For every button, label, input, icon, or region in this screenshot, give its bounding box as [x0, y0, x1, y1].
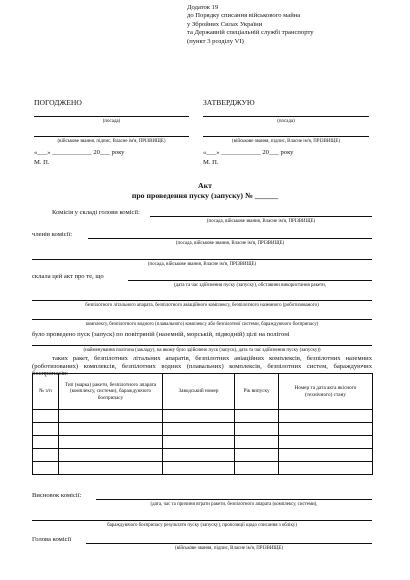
- systems-table: [32, 373, 373, 475]
- complex-line: [32, 319, 372, 320]
- approved-position-caption: (посада): [277, 119, 295, 124]
- table-header-cell: № з/п: [33, 374, 59, 410]
- act-statement-line: [128, 280, 372, 281]
- act-title: Акт: [198, 181, 212, 190]
- approved-position-line: [203, 116, 369, 117]
- conclusion-label: Висновок комісії:: [32, 492, 82, 499]
- act-statement-caption: (дата та час здійснення пуску (запуску), обставини використання ракети,: [174, 283, 326, 288]
- header-line: та Державній спеціальній службі транспорту: [187, 29, 314, 37]
- conclusion-caption: (дата, час та причини втрати ракети, безпілотного апарата (комплексу, системи),: [150, 502, 318, 507]
- table-cell[interactable]: [279, 436, 373, 449]
- table-cell[interactable]: [33, 449, 59, 462]
- table-header-cell: Номер та дата акта якісного (технічного) стану: [279, 374, 373, 410]
- table-cell[interactable]: [33, 423, 59, 436]
- table-cell[interactable]: [163, 449, 235, 462]
- members-line-2: [32, 259, 372, 260]
- table-cell[interactable]: [33, 410, 59, 423]
- table-cell[interactable]: [59, 410, 163, 423]
- table-cell[interactable]: [163, 410, 235, 423]
- agreed-date: «___» ____________ 20___ року: [34, 149, 125, 156]
- table-cell[interactable]: [235, 449, 279, 462]
- table-cell[interactable]: [163, 462, 235, 475]
- table-row: [33, 436, 373, 449]
- members-caption: (посада, військове звання, Власне ім'я, ПРІЗВИЩЕ): [175, 241, 285, 246]
- launch-text: було проведено пуск (запуск) по повітряній (наземній, морській, підводній) цілі на полігоні: [32, 331, 290, 338]
- table-cell[interactable]: [33, 462, 59, 475]
- table-cell[interactable]: [235, 436, 279, 449]
- agreed-rank-line: [34, 136, 189, 137]
- table-cell[interactable]: [59, 462, 163, 475]
- table-cell[interactable]: [279, 423, 373, 436]
- commission-head-label: Комісія у складі голови комісії:: [52, 209, 140, 216]
- header-line: Додаток 19: [187, 4, 219, 11]
- members-caption-2: (посада, військове звання, Власне ім'я, ПРІЗВИЩЕ): [147, 262, 257, 267]
- systems-paragraph: таких ракет, безпілотних літальних апаратів, безпілотних авіаційних комплексів, безпілотних наземних (роботизованих) комплексів, безпілотних водних (плавальних) комплексів, безпілотних систем, бараждуючих боєприпасів:: [32, 355, 372, 378]
- act-subtitle: про проведення пуску (запуску) № ______: [131, 191, 279, 200]
- commission-head-caption: (посада, військове звання, Власне ім'я, ПРІЗВИЩЕ): [206, 219, 316, 224]
- appendix-header: [187, 4, 314, 46]
- table-header-cell: Заводський номер: [163, 374, 235, 410]
- agreed-label: ПОГОДЖЕНО: [34, 98, 82, 107]
- table-cell[interactable]: [59, 436, 163, 449]
- table-cell[interactable]: [33, 436, 59, 449]
- header-line: у Збройних Силах України: [187, 20, 263, 28]
- table-row: [33, 410, 373, 423]
- header-line: до Порядку списання військового майна: [187, 12, 301, 20]
- approved-seal: М. П.: [203, 159, 219, 166]
- table-header-row: [33, 374, 373, 410]
- approved-rank-caption: (військове звання, підпис, Власне ім'я, ПРІЗВИЩЕ): [232, 139, 340, 144]
- agreed-position-caption: (посада): [102, 119, 121, 124]
- conclusion-caption-2: бараждуючого боєприпасу результати пуску (запуску), пропозиції щодо списання з обліку): [107, 523, 297, 528]
- table-row: [33, 462, 373, 475]
- complex-caption: комплексу, безпілотного водного (плавального) комплексу або безпілотної системи, бараждуючого боєприпасу): [85, 322, 319, 327]
- signature-head-label: Голова комісії: [32, 536, 72, 543]
- table-header-cell: Тип (марка) ракети, безпілотного апарата (комплексу, системи), бараждуючого боєприпасу: [59, 374, 163, 410]
- agreed-seal: М. П.: [34, 159, 50, 166]
- uav-caption: безпілотного літального апарата, безпілотного авіаційного комплексу, безпілотного наземного (роботизованого): [85, 303, 319, 308]
- agreed-rank-caption: (військове звання, підпис, Власне ім'я, ПРІЗВИЩЕ): [57, 139, 166, 144]
- signature-line: [86, 543, 372, 544]
- conclusion-line: [96, 499, 372, 500]
- table-cell[interactable]: [235, 410, 279, 423]
- approved-rank-line: [203, 136, 369, 137]
- act-statement-label: склала цей акт про те, що: [32, 273, 104, 280]
- signature-caption: (військове звання, підпис, Власне ім'я, ПРІЗВИЩЕ): [175, 546, 283, 551]
- table-cell[interactable]: [279, 410, 373, 423]
- table-cell[interactable]: [235, 462, 279, 475]
- uav-line: [32, 300, 372, 301]
- table-cell[interactable]: [59, 423, 163, 436]
- table-cell[interactable]: [235, 423, 279, 436]
- members-label: членів комісії:: [32, 231, 73, 238]
- approved-label: ЗАТВЕРДЖУЮ: [203, 98, 255, 107]
- table-row: [33, 423, 373, 436]
- polygon-caption: (найменування полігона (закладу), на якому було здійснено пуск (запуск), дата та час здійснення пуску (запуску)): [83, 348, 321, 353]
- header-line: (пункт 3 розділу VI): [187, 37, 244, 45]
- approved-date: «___» ____________ 20___ року: [203, 149, 294, 156]
- table-cell[interactable]: [279, 449, 373, 462]
- table-cell[interactable]: [59, 449, 163, 462]
- agreed-position-line: [34, 116, 189, 117]
- table-row: [33, 449, 373, 462]
- table-cell[interactable]: [163, 436, 235, 449]
- table-header-cell: Рік випуску: [235, 374, 279, 410]
- commission-head-line: [150, 216, 372, 217]
- conclusion-line-2: [32, 520, 372, 521]
- table-cell[interactable]: [279, 462, 373, 475]
- polygon-line: [32, 345, 372, 346]
- members-line: [88, 238, 372, 239]
- table-cell[interactable]: [163, 423, 235, 436]
